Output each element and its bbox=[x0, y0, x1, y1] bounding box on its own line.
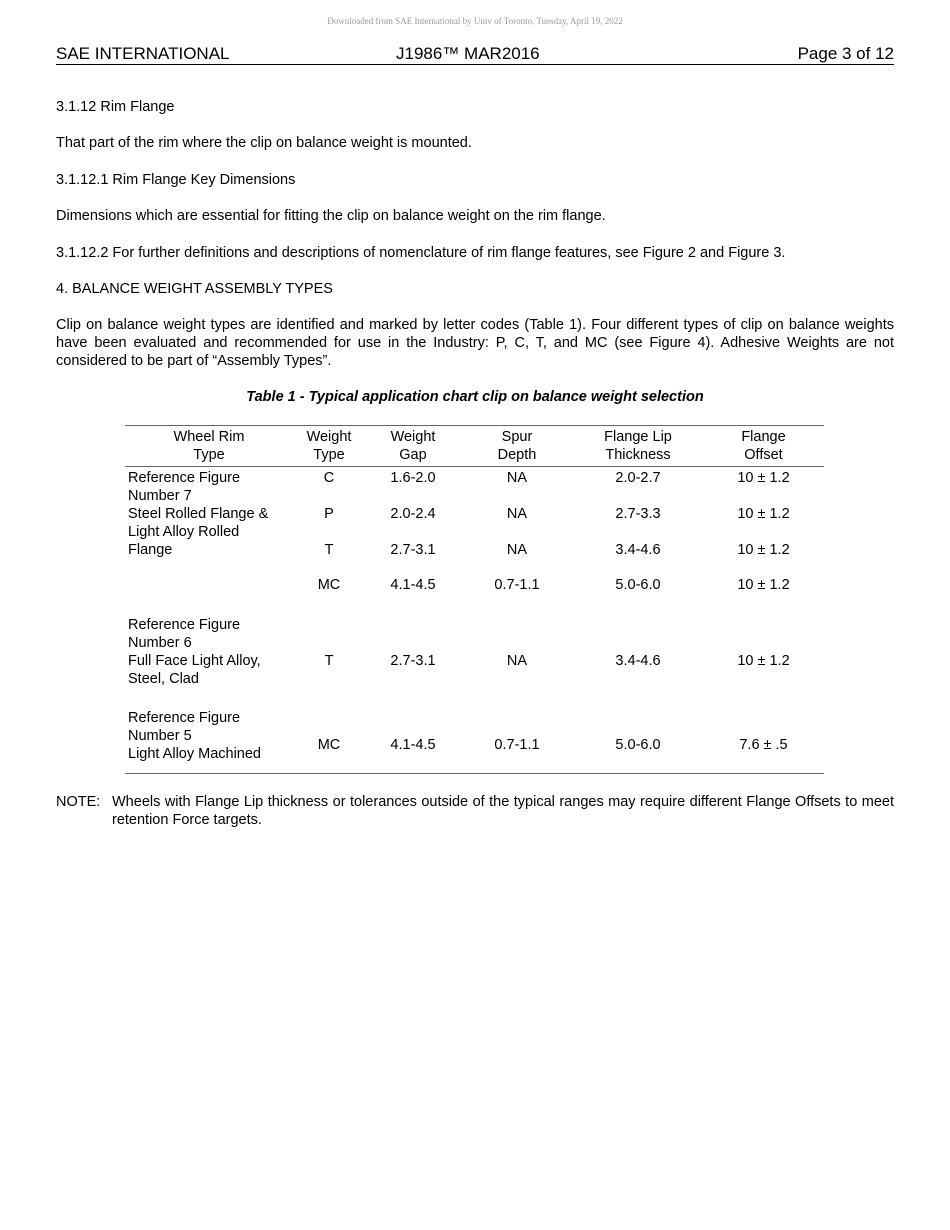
flange-lip-cell: 5.0-6.0 bbox=[573, 688, 703, 774]
flange-lip-cell: 3.4-4.6 bbox=[615, 542, 661, 558]
header-spur-depth: Spur Depth bbox=[461, 426, 573, 467]
rim-type-cell: Steel Rolled Flange & Light Alloy Rolled bbox=[128, 506, 269, 540]
weight-type-cell: T bbox=[324, 653, 334, 669]
weight-gap-cell: 2.7-3.1 bbox=[390, 653, 436, 669]
note-text: Wheels with Flange Lip thickness or tolerances outside of the typical ranges may require different Flange Offsets to meet retention Force targets. bbox=[112, 794, 894, 828]
section-4-heading: 4. BALANCE WEIGHT ASSEMBLY TYPES bbox=[56, 281, 333, 297]
flange-offset-cell: 10 ± 1.2 bbox=[737, 470, 790, 486]
weight-gap-cell: 1.6-2.0 bbox=[390, 470, 436, 486]
rim-type-cell: Reference Figure Number 7 bbox=[128, 470, 241, 504]
spur-depth-cell: NA bbox=[506, 506, 528, 522]
table-row bbox=[125, 541, 824, 559]
table-row bbox=[125, 559, 824, 594]
section-3-1-12-text: That part of the rim where the clip on balance weight is mounted. bbox=[56, 135, 472, 151]
weight-gap-cell: 4.1-4.5 bbox=[365, 688, 461, 774]
weight-gap-cell: 2.0-2.4 bbox=[390, 506, 436, 522]
page-header bbox=[56, 44, 894, 65]
weight-type-cell: C bbox=[323, 470, 335, 486]
flange-lip-cell: 2.0-2.7 bbox=[615, 470, 661, 486]
flange-lip-cell: 5.0-6.0 bbox=[615, 577, 661, 593]
flange-offset-cell: 10 ± 1.2 bbox=[737, 542, 790, 558]
note-label: NOTE: bbox=[56, 794, 101, 810]
weight-gap-cell: 2.7-3.1 bbox=[390, 542, 436, 558]
spur-depth-cell: 0.7-1.1 bbox=[494, 577, 540, 593]
section-3-1-12-heading: 3.1.12 Rim Flange bbox=[56, 99, 175, 115]
rim-type-cell bbox=[125, 559, 293, 594]
weight-type-cell: T bbox=[324, 542, 334, 558]
spur-depth-cell: NA bbox=[506, 542, 528, 558]
header-flange-lip-thickness: Flange Lip Thickness bbox=[573, 426, 703, 467]
flange-lip-cell: 3.4-4.6 bbox=[615, 653, 661, 669]
weight-gap-cell: 4.1-4.5 bbox=[390, 577, 436, 593]
weight-type-cell: MC bbox=[317, 577, 341, 593]
table-row bbox=[125, 505, 824, 541]
table-row bbox=[125, 467, 824, 506]
rim-type-cell: Reference Figure Number 5 Light Alloy Machined bbox=[125, 688, 293, 774]
header-weight-gap: Weight Gap bbox=[365, 426, 461, 467]
header-doc-id: J1986™ MAR2016 bbox=[396, 44, 540, 63]
header-page-number: Page 3 of 12 bbox=[797, 44, 894, 63]
flange-offset-cell: 10 ± 1.2 bbox=[737, 577, 790, 593]
header-wheel-rim-type: Wheel Rim Type bbox=[125, 426, 293, 467]
section-3-1-12-2-text: 3.1.12.2 For further definitions and descriptions of nomenclature of rim flange features, see Figure 2 and Figure 3. bbox=[56, 245, 786, 261]
flange-offset-cell: 10 ± 1.2 bbox=[737, 506, 790, 522]
weight-type-cell: P bbox=[324, 506, 334, 522]
section-3-1-12-1-heading: 3.1.12.1 Rim Flange Key Dimensions bbox=[56, 172, 296, 188]
header-weight-type: Weight Type bbox=[293, 426, 365, 467]
table-header-row bbox=[125, 426, 824, 467]
spur-depth-cell: 0.7-1.1 bbox=[461, 688, 573, 774]
header-flange-offset: Flange Offset bbox=[703, 426, 824, 467]
flange-offset-cell: 10 ± 1.2 bbox=[737, 653, 790, 669]
flange-offset-cell: 7.6 ± .5 bbox=[703, 688, 824, 774]
spur-depth-cell: NA bbox=[506, 653, 528, 669]
section-3-1-12-1-text: Dimensions which are essential for fitting the clip on balance weight on the rim flange. bbox=[56, 208, 606, 224]
spur-depth-cell: NA bbox=[506, 470, 528, 486]
table-row bbox=[125, 594, 824, 688]
download-watermark: Downloaded from SAE International by Univ of Toronto, Tuesday, April 19, 2022 bbox=[327, 16, 623, 26]
weight-type-cell: MC bbox=[293, 688, 365, 774]
table-1 bbox=[125, 425, 824, 774]
table-1-caption: Table 1 - Typical application chart clip on balance weight selection bbox=[246, 389, 704, 405]
table-row bbox=[125, 688, 824, 774]
rim-type-cell: Reference Figure Number 6 Full Face Light Alloy, Steel, Clad bbox=[128, 617, 261, 687]
section-4-text: Clip on balance weight types are identified and marked by letter codes (Table 1). Four different types of clip on balance weights have been evaluated and recommended for use in the Industry: P, C, T, and MC (see Figure 4). Adhesive Weights are not considered to be part of “Assembly Types”. bbox=[56, 317, 894, 369]
table-note bbox=[56, 793, 894, 829]
header-org: SAE INTERNATIONAL bbox=[56, 44, 230, 63]
flange-lip-cell: 2.7-3.3 bbox=[615, 506, 661, 522]
rim-type-cell: Flange bbox=[128, 542, 173, 558]
